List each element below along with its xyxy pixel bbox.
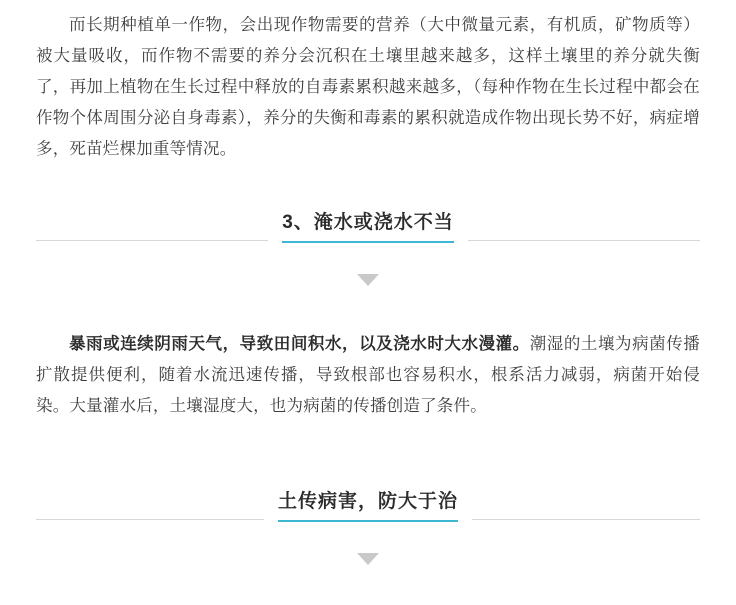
- spacer-below-section3-heading: [36, 243, 700, 273]
- spacer-above-section4-heading: [36, 422, 700, 488]
- section3-heading-underline: [282, 241, 454, 243]
- spacer-above-section3-body: [36, 291, 700, 329]
- triangle-down-icon: [357, 274, 379, 286]
- spacer-below-section4-heading: [36, 522, 700, 552]
- heading-rule-left: [36, 240, 268, 241]
- heading-rule-right-2: [472, 519, 700, 520]
- section4-heading-underline: [278, 520, 458, 522]
- heading-rule-left-2: [36, 519, 264, 520]
- heading-text-wrap-2: [264, 488, 472, 522]
- heading-rule-right: [468, 240, 700, 241]
- intro-paragraph: 而长期种植单一作物，会出现作物需要的营养（大中微量元素，有机质，矿物质等）被大量吸收，而作物不需要的养分会沉积在土壤里越来越多，这样土壤里的养分就失衡了，再加上植物在生长过程中释放的自毒素累积越来越多，（每种作物在生长过程中都会在作物个体周围分泌自身毒素），养分的失衡和毒素的累积就造成作物出现长势不好，病症增多，死苗烂棵加重等情况。: [36, 16, 700, 158]
- triangle-down-icon: [357, 553, 379, 565]
- intro-paragraph-block: [36, 0, 700, 165]
- section3-paragraph: [36, 329, 700, 422]
- arrow-separator-1: [36, 273, 700, 291]
- heading-text-wrap: [268, 209, 468, 243]
- spacer-above-section3-heading: [36, 165, 700, 209]
- section4-heading-text: 土传病害，防大于治: [278, 491, 459, 512]
- section4-heading: [36, 488, 700, 522]
- section3-heading: [36, 209, 700, 243]
- arrow-separator-2: [36, 552, 700, 570]
- section3-heading-text: 3、淹水或浇水不当: [282, 212, 454, 233]
- section3-paragraph-rest: 潮湿的土壤为病菌传播扩散提供便利，随着水流迅速传播，导致根部也容易积水，根系活力减弱，病菌开始侵染。大量灌水后，土壤湿度大，也为病菌的传播创造了条件。: [36, 335, 701, 415]
- section3-paragraph-lead: 暴雨或连续阴雨天气，导致田间积水，以及浇水时大水漫灌。: [69, 335, 530, 353]
